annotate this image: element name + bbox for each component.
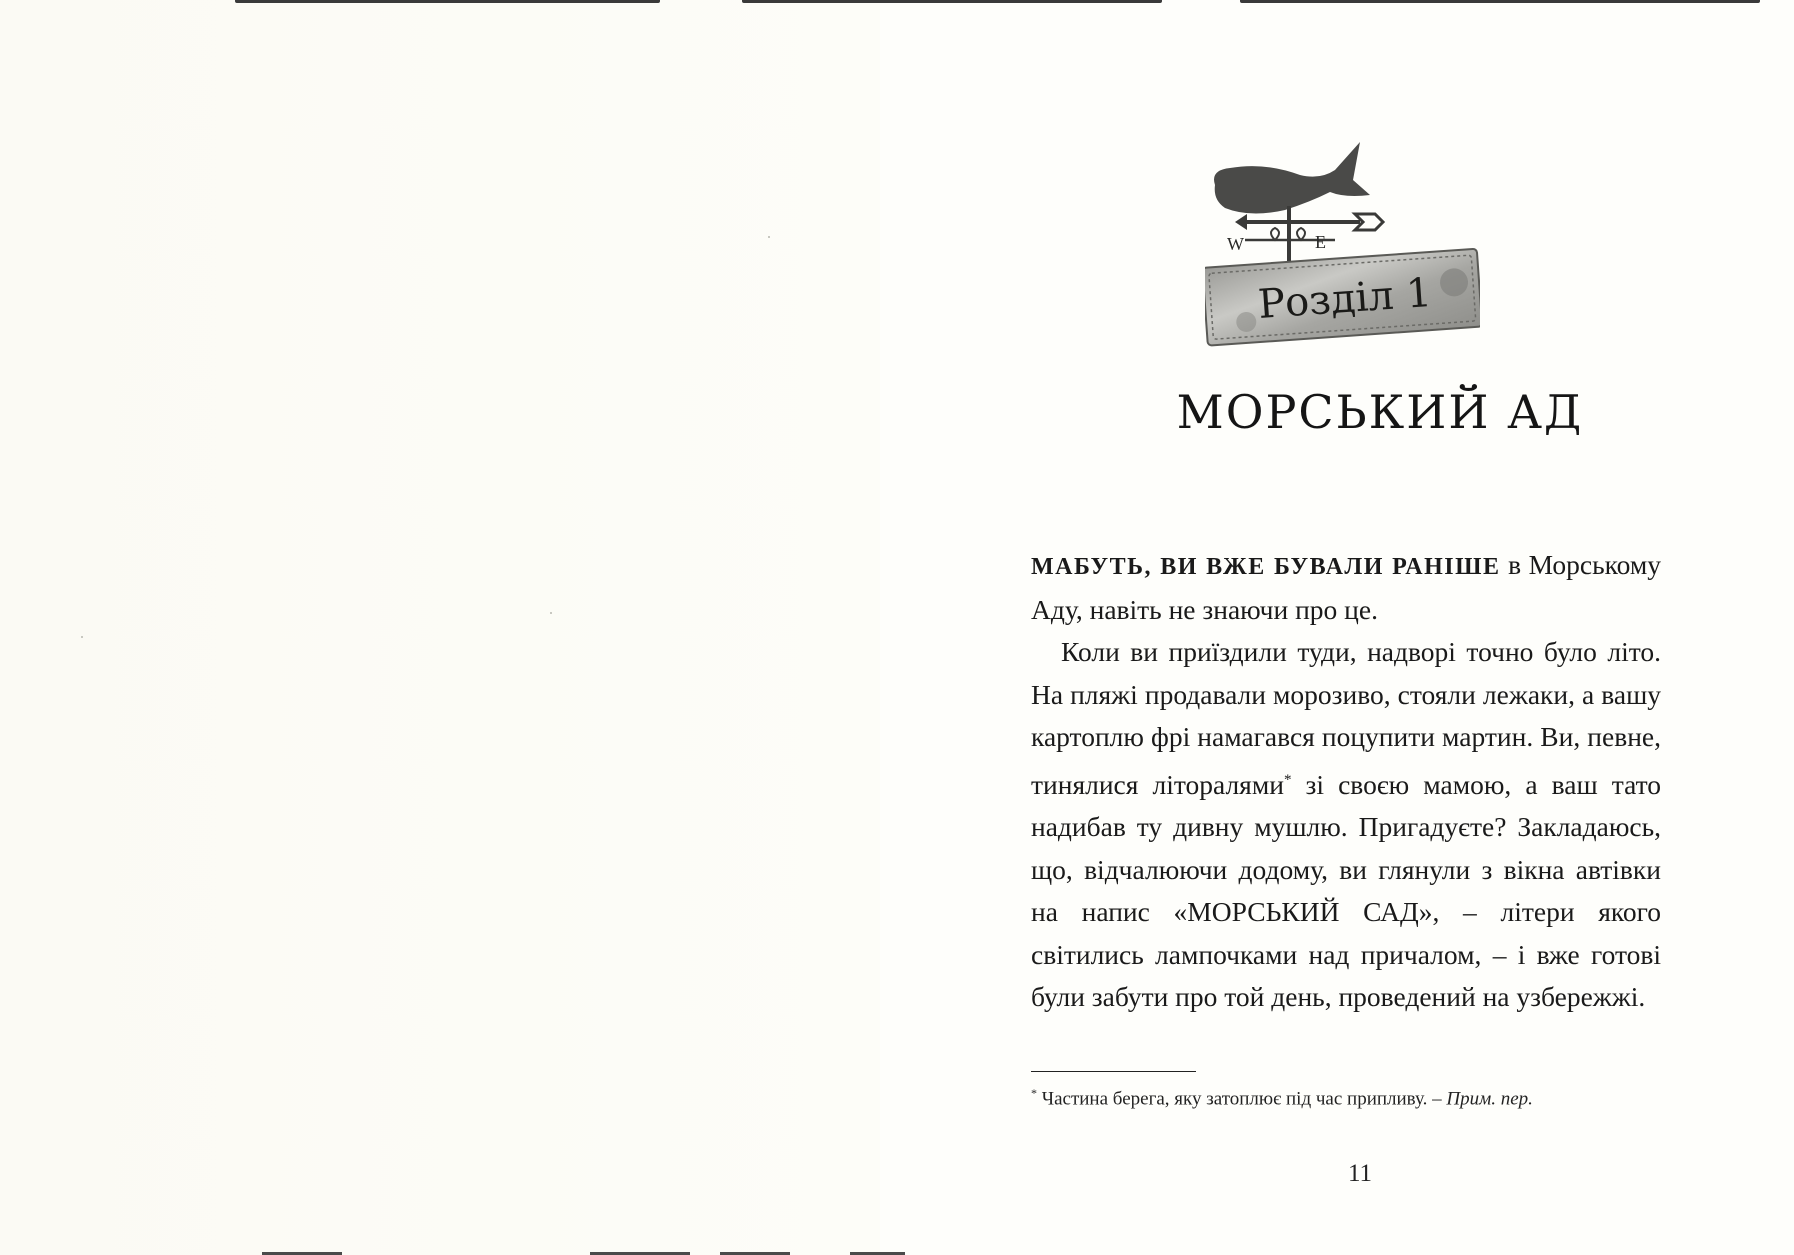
page-number: 11 bbox=[1347, 1160, 1373, 1187]
paragraph-1-text: в Морському Аду, навіть не знаючи про це. bbox=[1031, 549, 1661, 625]
lead-in-caps: МАБУТЬ, ВИ ВЖЕ БУВАЛИ РАНІШЕ bbox=[1031, 554, 1501, 580]
paper-speck bbox=[768, 236, 770, 238]
footnote-reference-mark: * bbox=[1283, 771, 1292, 788]
footnote-mark: * bbox=[1031, 1086, 1037, 1100]
paper-speck bbox=[550, 612, 552, 614]
whale-weathervane-icon bbox=[1214, 142, 1383, 270]
chapter-ornament bbox=[1205, 140, 1480, 360]
left-page-blank bbox=[0, 0, 880, 1255]
footnote bbox=[1031, 1086, 1671, 1110]
paper-speck bbox=[81, 636, 83, 638]
paragraph-2-text-start: Коли ви приїздили туди, надворі точно було літо. На пляжі продавали морозиво, стояли лежаки, а вашу картоплю фрі намагався поцупити мартин. Ви, певне, тинялися літоралями bbox=[1031, 636, 1661, 800]
footnote-attribution: Прим. пер. bbox=[1446, 1088, 1533, 1110]
chapter-body bbox=[1031, 544, 1661, 1019]
chapter-title: МОРСЬКИЙ АД bbox=[1176, 385, 1584, 439]
paragraph-2 bbox=[1031, 631, 1661, 1019]
chapter-plaque bbox=[1205, 249, 1480, 346]
footnote-divider bbox=[1031, 1071, 1196, 1072]
compass-west-letter: W bbox=[1227, 234, 1244, 254]
chapter-label: Розділ 1 bbox=[1256, 269, 1434, 329]
compass-east-letter: E bbox=[1315, 232, 1326, 252]
footnote-text: Частина берега, яку затоплює під час припливу. – bbox=[1037, 1088, 1447, 1110]
scan-edge-bottom bbox=[0, 1249, 1794, 1255]
scan-edge-top bbox=[0, 0, 1794, 4]
paragraph-2-text-end: зі своєю мамою, а ваш тато надибав ту дивну мушлю. Пригадуєте? Закладаюсь, що, відчалюючи додому, ви глянули з вікна автівки на напис «МОРСЬКИЙ САД», – літери якого світились лампочками над причалом, – і вже готові були забути про той день, проведений на узбережжі. bbox=[1031, 768, 1661, 1013]
paragraph-1 bbox=[1031, 544, 1661, 631]
